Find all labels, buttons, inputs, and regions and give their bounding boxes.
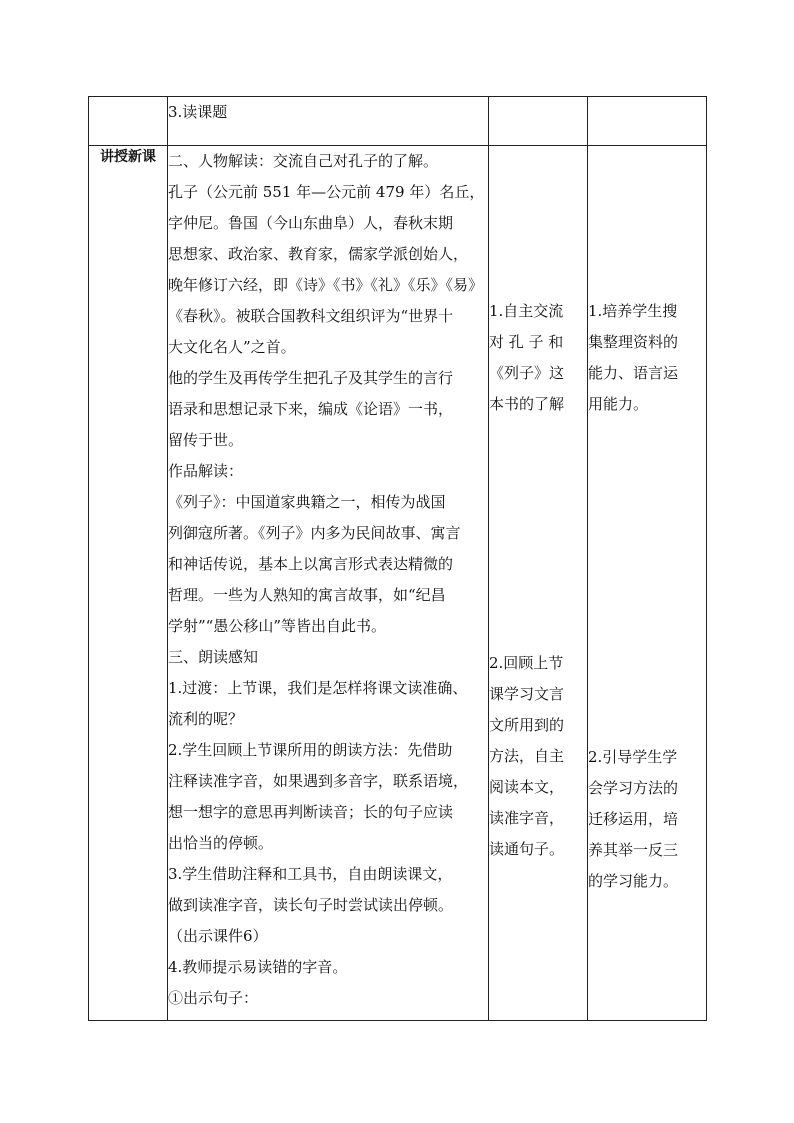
table-row [89, 97, 707, 146]
design-intent-cell [588, 146, 707, 1021]
content-line: 3.读课题 [168, 103, 228, 121]
design-intent-line: 用能力。 [588, 395, 649, 413]
content-line: 出恰当的停顿。 [168, 834, 274, 852]
section-label: 讲授新课 [89, 146, 168, 1021]
student-activity-line: 《列子》这 [489, 364, 565, 382]
content-line: 留传于世。 [168, 431, 244, 449]
student-activity-line: 读通句子。 [489, 840, 565, 858]
design-intent-line: 能力、语言运 [588, 364, 679, 382]
design-intent-line: 迁移运用，培 [588, 810, 679, 828]
design-intent-cell [588, 97, 707, 146]
content-line: 学射”“愚公移山”等皆出自此书。 [168, 617, 387, 635]
design-intent-line: 会学习方法的 [588, 779, 679, 797]
content-line: 3.学生借助注释和工具书，自由朗读课文， [168, 865, 453, 883]
content-line: 语录和思想记录下来，编成《论语》一书， [168, 400, 454, 418]
design-intent-1 [588, 296, 706, 420]
student-activity-1 [489, 296, 587, 420]
content-line: 字仲尼。鲁国（今山东曲阜）人，春秋末期 [168, 214, 454, 232]
student-activity-line: 阅读本文， [489, 778, 565, 796]
content-line: 做到读准字音，读长句子时尝试读出停顿。 [168, 896, 454, 914]
student-activity-line: 读准字音， [489, 809, 565, 827]
content-line: 大文化名人”之首。 [168, 338, 296, 356]
content-line: 和神话传说，基本上以寓言形式表达精微的 [168, 555, 454, 573]
content-line: 二、人物解读：交流自己对孔子的了解。 [168, 152, 439, 170]
content-line: ①出示句子： [168, 989, 259, 1007]
student-activity-line: 1.自主交流 [489, 302, 564, 320]
student-activity-2 [489, 648, 587, 865]
content-lines [168, 146, 488, 1014]
content-line: 4.教师提示易读错的字音。 [168, 958, 348, 976]
content-cell [168, 97, 489, 146]
content-line: 1.过渡：上节课，我们是怎样将课文读准确、 [168, 679, 468, 697]
content-line: （出示课件6） [168, 927, 268, 945]
lesson-plan-table [88, 96, 707, 1021]
student-activity-cell [489, 146, 588, 1021]
design-intent-line: 的学习能力。 [588, 872, 679, 890]
content-line: 注释读准字音，如果遇到多音字，联系语境， [168, 772, 469, 790]
student-activity-line: 本书的了解 [489, 395, 565, 413]
table-row [89, 146, 707, 1021]
content-line: 三、朗读感知 [168, 648, 259, 666]
student-activity-line: 方法，自主 [489, 747, 565, 765]
student-activity-cell [489, 97, 588, 146]
content-line: 2.学生回顾上节课所用的朗读方法：先借助 [168, 741, 453, 759]
design-intent-2 [588, 742, 706, 897]
content-cell [168, 146, 489, 1021]
student-activity-line: 对 孔 子 和 [489, 333, 564, 351]
design-intent-line: 1.培养学生搜 [588, 302, 678, 320]
design-intent-line: 2.引导学生学 [588, 748, 678, 766]
content-line: 思想家、政治家、教育家，儒家学派创始人， [168, 245, 469, 263]
content-line: 哲理。一些为人熟知的寓言故事，如“纪昌 [168, 586, 446, 604]
student-activity-line: 课学习文言 [489, 685, 565, 703]
section-cell [89, 97, 168, 146]
content-line: 流利的呢？ [168, 710, 244, 728]
content-line: 晚年修订六经，即《诗》《书》《礼》《乐》《易》 [168, 276, 484, 294]
content-line: 列御寇所著。《列子》内多为民间故事、寓言 [168, 524, 461, 542]
design-intent-line: 集整理资料的 [588, 333, 679, 351]
content-line: 《春秋》。被联合国教科文组织评为“世界十 [168, 307, 454, 325]
content-line: 孔子（公元前 551 年—公元前 479 年）名丘， [168, 183, 485, 201]
student-activity-line: 文所用到的 [489, 716, 565, 734]
content-line: 想一想字的意思再判断读音；长的句子应读 [168, 803, 454, 821]
content-line: 他的学生及再传学生把孔子及其学生的言行 [168, 369, 454, 387]
student-activity-line: 2.回顾上节 [489, 654, 564, 672]
design-intent-line: 养其举一反三 [588, 841, 679, 859]
content-line: 作品解读： [168, 462, 244, 480]
content-line: 《列子》：中国道家典籍之一，相传为战国 [168, 493, 446, 511]
